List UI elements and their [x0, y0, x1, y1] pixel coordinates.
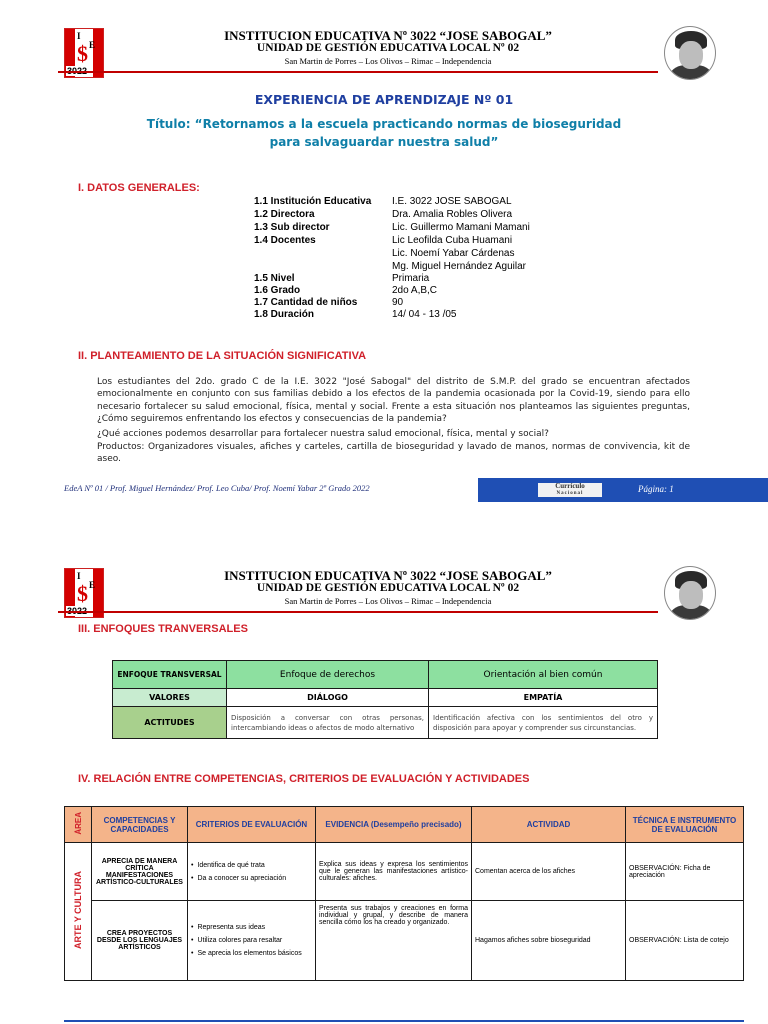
- table-cell: Hagamos afiches sobre bioseguridad: [472, 901, 626, 981]
- footer-credits: EdeA Nº 01 / Prof. Miguel Hernández/ Prof. Leo Cuba/ Prof. Noemí Yabar 2º Grado 2022: [64, 483, 370, 493]
- footer-bar: [478, 478, 768, 502]
- dato-label: 1.3 Sub director: [254, 222, 330, 233]
- school-name: INSTITUCION EDUCATIVA Nº 3022 “JOSE SABOGAL”: [224, 568, 552, 583]
- dato-value: Lic. Noemí Yabar Cárdenas: [392, 248, 515, 259]
- table-cell: OBSERVACIÓN: Ficha de apreciación: [626, 843, 744, 901]
- table-row: [65, 843, 744, 901]
- logo-letter-e: E: [89, 580, 96, 590]
- dato-label: 1.4 Docentes: [254, 235, 316, 246]
- table-cell: Comentan acerca de los afiches: [472, 843, 626, 901]
- table-row: [113, 707, 658, 739]
- table-cell: Disposición a conversar con otras personas, intercambiando ideas o afectos de modo alternativo: [227, 707, 429, 739]
- districts-line: San Martin de Porres – Los Olivos – Rimac – Independencia: [284, 596, 492, 606]
- situation-products: Productos: Organizadores visuales, afiches y carteles, cartilla de bioseguridad y lavado de manos, normas de convivencia, kit de aseo.: [97, 442, 690, 465]
- header-divider: [58, 71, 658, 73]
- table-row: [65, 807, 744, 843]
- table-cell: OBSERVACIÓN: Lista de cotejo: [626, 901, 744, 981]
- table-header-cell: CRITERIOS DE EVALUACIÓN: [188, 807, 316, 843]
- bottom-rule: [64, 1020, 744, 1022]
- dato-label: 1.1 Institución Educativa: [254, 196, 372, 207]
- table-row: [113, 689, 658, 707]
- table-cell: EMPATÍA: [429, 689, 658, 707]
- experience-subtitle-line2: para salvaguardar nuestra salud”: [269, 135, 499, 149]
- logo-emblem-icon: $: [77, 41, 88, 66]
- list-item: • Utiliza colores para resaltar: [191, 937, 312, 944]
- table-row: [113, 661, 658, 689]
- dato-value: I.E. 3022 JOSE SABOGAL: [392, 196, 512, 207]
- section-planteamiento: II. PLANTEAMIENTO DE LA SITUACIÓN SIGNIFICATIVA: [78, 350, 367, 362]
- list-item: • Representa sus ideas: [191, 924, 312, 931]
- section-competencias: IV. RELACIÓN ENTRE COMPETENCIAS, CRITERIOS DE EVALUACIÓN Y ACTIVIDADES: [78, 773, 530, 785]
- table-header-cell: COMPETENCIAS Y CAPACIDADES: [92, 807, 188, 843]
- dato-label: 1.7 Cantidad de niños: [254, 297, 358, 308]
- table-cell: ACTITUDES: [113, 707, 227, 739]
- table-cell: [188, 843, 316, 901]
- dato-value: 2do A,B,C: [392, 285, 438, 296]
- list-item: • Se aprecia los elementos básicos: [191, 950, 312, 957]
- dato-label: 1.5 Nivel: [254, 273, 295, 284]
- table-header-cell: Enfoque de derechos: [227, 661, 429, 689]
- header-divider: [58, 611, 658, 613]
- dato-value: Mg. Miguel Hernández Aguilar: [392, 261, 526, 272]
- section-enfoques: III. ENFOQUES TRANVERSALES: [78, 623, 248, 635]
- dato-value: Lic Leofilda Cuba Huamani: [392, 235, 513, 246]
- dato-value: Primaria: [392, 273, 430, 284]
- logo-letter-i: I: [77, 571, 81, 581]
- table-cell: Explica sus ideas y expresa los sentimientos que le generan las manifestaciones artístico-culturales: afiches.: [316, 843, 472, 901]
- curriculo-badge: [538, 483, 602, 497]
- page1-header: [58, 26, 718, 98]
- section-datos-generales: I. DATOS GENERALES:: [78, 182, 200, 194]
- school-name: INSTITUCION EDUCATIVA Nº 3022 “JOSE SABOGAL”: [224, 28, 552, 43]
- table-header-cell: ENFOQUE TRANSVERSAL: [113, 661, 227, 689]
- logo-letter-i: I: [77, 31, 81, 41]
- logo-emblem-icon: $: [77, 581, 88, 606]
- list-item: • Identifica de qué trata: [191, 862, 312, 869]
- situation-question: ¿Qué acciones podemos desarrollar para fortalecer nuestra salud emocional, física, mental y social?: [97, 429, 549, 439]
- dato-value: 14/ 04 - 13 /05: [392, 309, 457, 320]
- table-cell: Identificación afectiva con los sentimientos del otro y disposición para apoyar y comprender sus circunstancias.: [429, 707, 658, 739]
- table-header-cell: ACTIVIDAD: [472, 807, 626, 843]
- situation-paragraph: Los estudiantes del 2do. grado C de la I.E. 3022 "José Sabogal" del distrito de S.M.P. del grado se encuentran afectados emocionalmente en conjunto con sus familias debido a los efectos de la pandemia ocasionada por la Covid-19, siendo para ello necesario fortalecer su salud emocional, física, mental y social. Frente a esta situación nos planteamos las siguientes preguntas, ¿Cómo seguiremos enfrentando los efectos y consecuencias de la pandemia?: [97, 377, 690, 424]
- experience-subtitle-line1: Título: “Retornamos a la escuela practicando normas de bioseguridad: [146, 117, 622, 131]
- competencias-table: [64, 806, 744, 981]
- area-label: ARTE Y CULTURA: [73, 871, 83, 950]
- districts-line: San Martin de Porres – Los Olivos – Rimac – Independencia: [284, 56, 492, 66]
- portrait-image: [664, 26, 716, 80]
- area-header-label: ÁREA: [73, 812, 83, 835]
- curriculo-label: Currículo: [555, 482, 585, 490]
- experience-title: EXPERIENCIA DE APRENDIZAJE Nº 01: [254, 92, 514, 107]
- table-cell: CREA PROYECTOS DESDE LOS LENGUAJES ARTÍSTICOS: [92, 901, 188, 981]
- enfoques-table: [112, 660, 658, 739]
- table-cell: VALORES: [113, 689, 227, 707]
- nacional-label: Nacional: [556, 491, 584, 496]
- table-cell: [188, 901, 316, 981]
- dato-label: 1.2 Directora: [254, 209, 315, 220]
- dato-value: Lic. Guillermo Mamani Mamani: [392, 222, 530, 233]
- portrait-image: [664, 566, 716, 620]
- page-number: Página: 1: [638, 484, 674, 494]
- page-separator: [0, 512, 768, 552]
- table-header-cell: TÉCNICA E INSTRUMENTO DE EVALUACIÓN: [626, 807, 744, 843]
- dato-value: 90: [392, 297, 404, 308]
- logo-letter-e: E: [89, 40, 96, 50]
- table-row: [65, 901, 744, 981]
- table-cell: APRECIA DE MANERA CRÍTICA MANIFESTACIONES ARTÍSTICO-CULTURALES: [92, 843, 188, 901]
- table-header-cell: Orientación al bien común: [429, 661, 658, 689]
- ugel-name: UNIDAD DE GESTIÓN EDUCATIVA LOCAL Nº 02: [256, 582, 520, 594]
- table-header-cell: [65, 807, 92, 843]
- ugel-name: UNIDAD DE GESTIÓN EDUCATIVA LOCAL Nº 02: [256, 42, 520, 54]
- area-cell: [65, 843, 92, 981]
- page1-footer: [64, 478, 732, 504]
- table-header-cell: EVIDENCIA (Desempeño precisado): [316, 807, 472, 843]
- list-item: • Da a conocer su apreciación: [191, 875, 312, 882]
- dato-value: Dra. Amalia Robles Olivera: [392, 209, 513, 220]
- dato-label: 1.8 Duración: [254, 309, 315, 320]
- table-cell: DIÁLOGO: [227, 689, 429, 707]
- table-cell: Presenta sus trabajos y creaciones en forma individual y grupal, y describe de manera sencilla cómo los ha creado y organizado.: [316, 901, 472, 981]
- dato-label: 1.6 Grado: [254, 285, 301, 296]
